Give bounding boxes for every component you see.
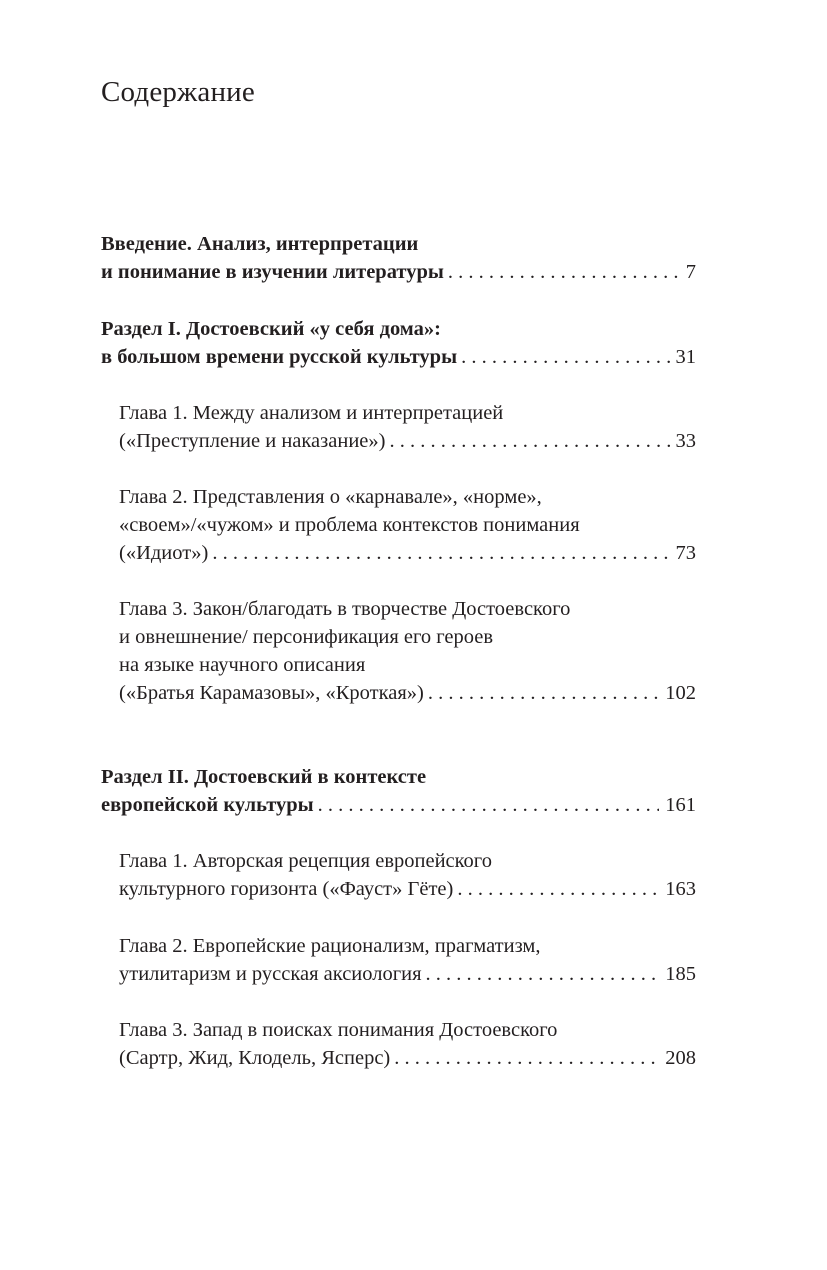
entry-title-line: (Сартр, Жид, Клодель, Ясперс) — [119, 1047, 391, 1069]
entry-title-line: («Идиот») — [119, 542, 209, 564]
toc-entry-section-2[interactable] — [101, 763, 696, 819]
page-number: 163 — [665, 878, 696, 900]
entry-title-line: Введение. Анализ, интерпретации — [101, 233, 419, 255]
dot-leader — [212, 539, 669, 567]
entry-title-line: Глава 3. Закон/благодать в творчестве Достоевского — [119, 598, 571, 620]
dot-leader — [318, 791, 660, 819]
page-number: 73 — [675, 542, 696, 564]
entry-title-line: («Братья Карамазовы», «Кроткая») — [119, 682, 424, 704]
toc-entry-section-1-chapter-3[interactable] — [119, 595, 696, 707]
entry-title-line: «своем»/«чужом» и проблема контекстов понимания — [119, 514, 580, 536]
dot-leader — [394, 1044, 659, 1072]
toc-entry-section-2-chapter-3[interactable] — [119, 1016, 696, 1072]
toc-entry-section-1-chapter-1[interactable] — [119, 399, 696, 455]
entry-title-line: европейской культуры — [101, 794, 314, 816]
entry-leader-line — [101, 791, 696, 819]
entry-title-line: в большом времени русской культуры — [101, 346, 458, 368]
entry-title-line: культурного горизонта («Фауст» Гёте) — [119, 878, 454, 900]
entry-title-line: Глава 2. Представления о «карнавале», «норме», — [119, 486, 542, 508]
entry-title-line: («Преступление и наказание») — [119, 430, 386, 452]
entry-leader-line — [101, 343, 696, 371]
entry-title-line: Глава 1. Между анализом и интерпретацией — [119, 402, 504, 424]
entry-leader-line — [101, 258, 696, 286]
dot-leader — [461, 343, 669, 371]
entry-leader-line — [119, 960, 696, 988]
entry-title-line: на языке научного описания — [119, 654, 366, 676]
entry-leader-line — [119, 679, 696, 707]
toc-entry-section-1[interactable] — [101, 315, 696, 371]
page-number: 33 — [675, 430, 696, 452]
entry-title-line: утилитаризм и русская аксиология — [119, 963, 422, 985]
entry-leader-line — [119, 539, 696, 567]
dot-leader — [448, 258, 680, 286]
entry-title-line: и овнешнение/ персонификация его героев — [119, 626, 494, 648]
toc-entry-section-2-chapter-2[interactable] — [119, 932, 696, 988]
entry-leader-line — [119, 875, 696, 903]
page-number: 31 — [675, 346, 696, 368]
dot-leader — [457, 875, 659, 903]
entry-title-line: Глава 3. Запад в поисках понимания Достоевского — [119, 1019, 558, 1041]
entry-leader-line — [119, 427, 696, 455]
page-number: 7 — [685, 261, 696, 283]
page-title: Содержание — [101, 76, 255, 108]
page-number: 208 — [665, 1047, 696, 1069]
entry-title-line: и понимание в изучении литературы — [101, 261, 444, 283]
page-number: 102 — [665, 682, 696, 704]
toc-entry-introduction[interactable] — [101, 230, 696, 286]
dot-leader — [389, 427, 669, 455]
page-number: 161 — [665, 794, 696, 816]
entry-leader-line — [119, 1044, 696, 1072]
toc-entry-section-2-chapter-1[interactable] — [119, 847, 696, 903]
toc-entry-section-1-chapter-2[interactable] — [119, 483, 696, 567]
dot-leader — [426, 960, 660, 988]
entry-title-line: Раздел II. Достоевский в контексте — [101, 766, 427, 788]
entry-title-line: Глава 1. Авторская рецепция европейского — [119, 850, 492, 872]
page-number: 185 — [665, 963, 696, 985]
entry-title-line: Глава 2. Европейские рационализм, прагматизм, — [119, 935, 541, 957]
entry-title-line: Раздел I. Достоевский «у себя дома»: — [101, 318, 441, 340]
dot-leader — [428, 679, 659, 707]
